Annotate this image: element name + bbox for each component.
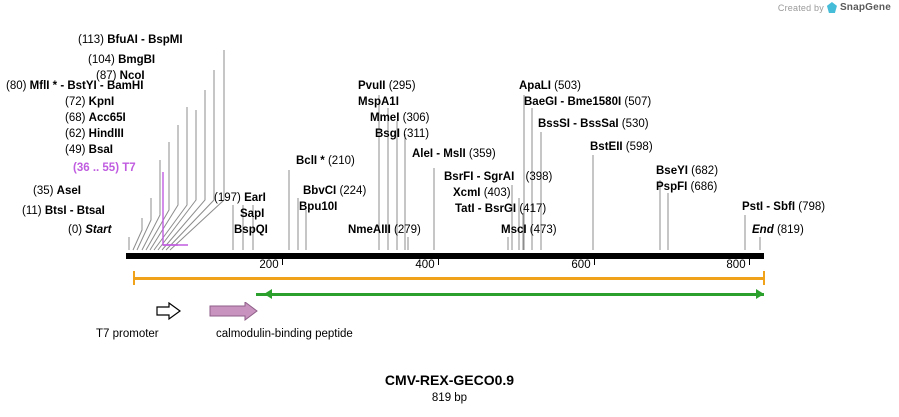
- enzyme-label-pvuii[interactable]: [358, 80, 416, 93]
- enzyme-names: PstI - SbfI: [742, 201, 796, 213]
- enzyme-label-sapi[interactable]: [240, 208, 264, 221]
- enzyme-names: Bpu10I: [299, 201, 338, 213]
- enzyme-names: MspA1I: [358, 96, 399, 108]
- enzyme-pos: (0): [68, 224, 83, 236]
- enzyme-pos: (35): [33, 185, 54, 197]
- enzyme-pos: (49): [65, 144, 86, 156]
- snapgene-logo-icon: [827, 2, 837, 13]
- enzyme-names: SapI: [240, 208, 265, 220]
- enzyme-names: NmeAIII: [348, 224, 391, 236]
- enzyme-label-btsi[interactable]: [22, 205, 105, 218]
- enzyme-pos: (104): [88, 54, 115, 66]
- enzyme-pos: (36 .. 55): [73, 162, 120, 174]
- enzyme-pos: (682): [691, 165, 719, 177]
- feature-label-calmodulin-binding-peptide: calmodulin-binding peptide: [216, 328, 353, 340]
- enzyme-pos: (11): [22, 205, 42, 217]
- ruler-label-400: 400: [415, 259, 435, 271]
- enzyme-pos: (598): [625, 141, 653, 153]
- enzyme-names: BmgBI: [118, 54, 156, 66]
- enzyme-pos: (686): [690, 181, 718, 193]
- enzyme-pos: (503): [554, 80, 582, 92]
- enzyme-label-kpni[interactable]: [65, 96, 114, 109]
- enzyme-pos: (359): [468, 148, 496, 160]
- enzyme-pos: (403): [483, 187, 511, 199]
- enzyme-label-bseyi[interactable]: [656, 165, 718, 178]
- enzyme-label-bsrfi[interactable]: [444, 171, 552, 184]
- ruler-tick-200: [282, 259, 283, 265]
- enzyme-names: AseI: [56, 185, 81, 197]
- enzyme-label-pspfi[interactable]: [656, 181, 717, 194]
- enzyme-label-asei[interactable]: [33, 185, 81, 198]
- enzyme-label-alei[interactable]: [412, 148, 496, 161]
- enzyme-pos: (279): [394, 224, 421, 236]
- enzyme-label-mmei[interactable]: [370, 112, 429, 125]
- enzyme-names: AleI - MslI: [412, 148, 466, 160]
- enzyme-label-bsai[interactable]: [65, 144, 113, 157]
- ruler-tick-400: [438, 259, 439, 265]
- plasmid-length: 819 bp: [431, 392, 468, 404]
- ruler-label-200: 200: [259, 259, 279, 271]
- enzyme-names: BbvCI: [303, 185, 337, 197]
- enzyme-label-t7[interactable]: [73, 162, 136, 175]
- enzyme-names: XcmI: [453, 187, 481, 199]
- enzyme-label-mspa1i[interactable]: [358, 96, 399, 109]
- enzyme-label-tati[interactable]: [455, 203, 546, 216]
- enzyme-label-bmgbi[interactable]: [88, 54, 155, 67]
- calmodulin-binding-peptide-arrow[interactable]: [209, 302, 259, 324]
- enzyme-label-bpu10i[interactable]: [299, 201, 337, 214]
- green-track-arrows: [250, 286, 770, 304]
- enzyme-label-bspqi[interactable]: [234, 224, 268, 237]
- enzyme-names: MflI * - BstYI - BamHI: [29, 80, 144, 92]
- ruler-label-600: 600: [571, 259, 591, 271]
- enzyme-pos: (417): [519, 203, 547, 215]
- enzyme-label-start[interactable]: [68, 224, 111, 237]
- enzyme-names: Acc65I: [88, 112, 126, 124]
- enzyme-names: PspFI: [656, 181, 688, 193]
- t7-promoter-arrow[interactable]: [155, 302, 183, 324]
- enzyme-names: BaeGI - Bme1580I: [524, 96, 622, 108]
- enzyme-pos: (798): [798, 201, 826, 213]
- enzyme-names: BsrFI - SgrAI: [444, 171, 515, 183]
- feature-label-t7-promoter: T7 promoter: [96, 328, 159, 340]
- enzyme-label-msci[interactable]: [501, 224, 557, 237]
- enzyme-names: Start: [85, 224, 112, 236]
- enzyme-names: BseYI: [656, 165, 688, 177]
- enzyme-pos: (473): [529, 224, 557, 236]
- enzyme-names: End: [752, 224, 774, 236]
- enzyme-pos: (311): [403, 128, 430, 140]
- enzyme-label-bfuai[interactable]: [78, 34, 183, 47]
- enzyme-pos: (197): [214, 192, 241, 204]
- enzyme-names: HindIII: [88, 128, 124, 140]
- enzyme-names: MmeI: [370, 112, 400, 124]
- enzyme-pos: (819): [776, 224, 804, 236]
- enzyme-names: BsgI: [375, 128, 400, 140]
- enzyme-pos: (530): [621, 118, 649, 130]
- enzyme-pos: (210): [327, 155, 355, 167]
- enzyme-names: BfuAI - BspMI: [107, 34, 183, 46]
- ruler-tick-800: [749, 259, 750, 265]
- enzyme-label-bsgi[interactable]: [375, 128, 429, 141]
- enzyme-label-mfli[interactable]: [6, 80, 143, 93]
- enzyme-names: BssSI - BssSaI: [538, 118, 619, 130]
- enzyme-names: BstEII: [590, 141, 623, 153]
- enzyme-label-acc65i[interactable]: [65, 112, 126, 125]
- ruler-label-800: 800: [726, 259, 746, 271]
- enzyme-pos: (68): [65, 112, 86, 124]
- enzyme-label-xcmi[interactable]: [453, 187, 511, 200]
- enzyme-names: EarI: [244, 192, 266, 204]
- enzyme-names: BspQI: [234, 224, 268, 236]
- enzyme-pos: (87): [96, 70, 117, 82]
- enzyme-names: T7: [122, 162, 136, 174]
- enzyme-names: NcoI: [119, 70, 145, 82]
- snapgene-credit: [778, 2, 891, 13]
- enzyme-label-bbvci[interactable]: [303, 185, 366, 198]
- enzyme-pos: (306): [402, 112, 430, 124]
- enzyme-pos: (62): [65, 128, 86, 140]
- enzyme-label-psti[interactable]: [742, 201, 825, 214]
- enzyme-pos: (113): [78, 34, 104, 46]
- enzyme-label-bcli[interactable]: [296, 155, 355, 168]
- sequence-backbone[interactable]: [126, 253, 764, 259]
- enzyme-names: ApaLI: [519, 80, 551, 92]
- enzyme-names: BsaI: [88, 144, 113, 156]
- plasmid-title: CMV-REX-GECO0.9: [384, 372, 515, 388]
- credit-prefix: Created by: [777, 2, 824, 13]
- enzyme-pos: (72): [65, 96, 86, 108]
- enzyme-label-baegi[interactable]: [524, 96, 651, 109]
- credit-brand: SnapGene: [839, 2, 891, 13]
- enzyme-pos: (295): [388, 80, 416, 92]
- enzyme-pos: (507): [624, 96, 652, 108]
- enzyme-names: MscI: [501, 224, 527, 236]
- enzyme-label-bsteii[interactable]: [590, 141, 653, 154]
- enzyme-label-bsssi[interactable]: [538, 118, 649, 131]
- enzyme-names: TatI - BsrGI: [455, 203, 517, 215]
- enzyme-names: BclI *: [296, 155, 325, 167]
- ruler-tick-600: [594, 259, 595, 265]
- enzyme-label-end[interactable]: [752, 224, 804, 237]
- enzyme-names: BtsI - BtsaI: [44, 205, 105, 217]
- enzyme-pos: (80): [6, 80, 27, 92]
- enzyme-label-nmeaiii[interactable]: [348, 224, 421, 237]
- enzyme-label-hindiii[interactable]: [65, 128, 124, 141]
- enzyme-names: PvuII: [358, 80, 386, 92]
- enzyme-label-eari[interactable]: [214, 192, 266, 205]
- enzyme-pos: (398): [525, 171, 553, 183]
- enzyme-pos: (224): [339, 185, 367, 197]
- enzyme-names: KpnI: [88, 96, 115, 108]
- enzyme-label-apali[interactable]: [519, 80, 581, 93]
